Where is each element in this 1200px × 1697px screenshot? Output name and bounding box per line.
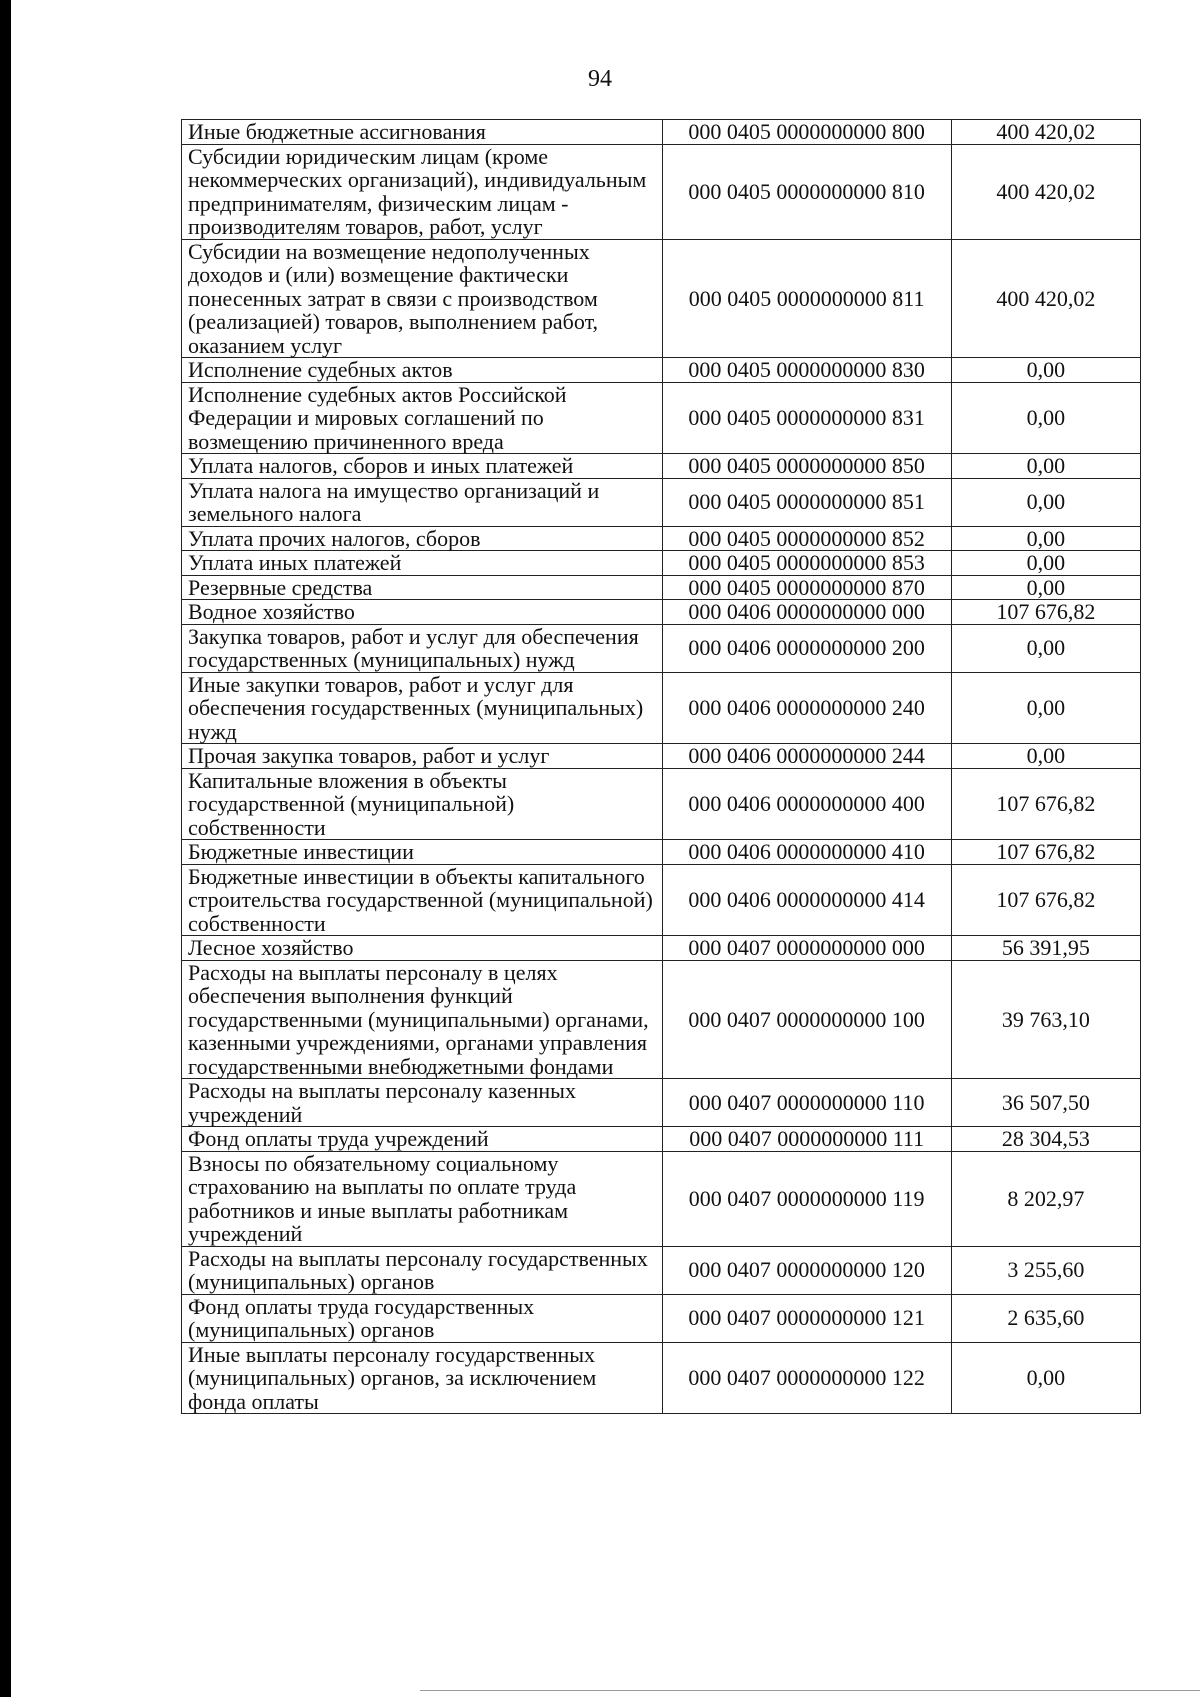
table-row [182, 1127, 1141, 1152]
table-row [182, 120, 1141, 145]
row-amount-cell: 0,00 [951, 624, 1140, 672]
row-name-cell: Бюджетные инвестиции [182, 840, 663, 865]
row-name-cell: Иные бюджетные ассигнования [182, 120, 663, 145]
row-name-cell: Расходы на выплаты персоналу государственных (муниципальных) органов [182, 1246, 663, 1294]
row-name-cell: Закупка товаров, работ и услуг для обеспечения государственных (муниципальных) нужд [182, 624, 663, 672]
row-amount-cell: 28 304,53 [951, 1127, 1140, 1152]
row-code-cell: 000 0407 0000000000 122 [662, 1342, 951, 1414]
row-name-cell: Субсидии на возмещение недополученных доходов и (или) возмещение фактически понесенных затрат в связи с производством (реализацией) товаров, выполнением работ, оказанием услуг [182, 239, 663, 358]
row-code-cell: 000 0406 0000000000 200 [662, 624, 951, 672]
table-row [182, 1246, 1141, 1294]
table-row [182, 744, 1141, 769]
page-number: 94 [588, 66, 612, 92]
row-code-cell: 000 0406 0000000000 244 [662, 744, 951, 769]
table-row [182, 624, 1141, 672]
row-name-cell: Фонд оплаты труда учреждений [182, 1127, 663, 1152]
table-row [182, 672, 1141, 744]
row-code-cell: 000 0406 0000000000 000 [662, 600, 951, 625]
row-code-cell: 000 0407 0000000000 119 [662, 1151, 951, 1246]
row-amount-cell: 0,00 [951, 551, 1140, 576]
row-amount-cell: 39 763,10 [951, 960, 1140, 1079]
table-row [182, 960, 1141, 1079]
row-code-cell: 000 0406 0000000000 400 [662, 768, 951, 840]
row-name-cell: Лесное хозяйство [182, 936, 663, 961]
budget-table-body [182, 120, 1141, 1414]
row-amount-cell: 400 420,02 [951, 239, 1140, 358]
row-code-cell: 000 0406 0000000000 410 [662, 840, 951, 865]
row-amount-cell: 0,00 [951, 526, 1140, 551]
row-amount-cell: 400 420,02 [951, 144, 1140, 239]
row-amount-cell: 107 676,82 [951, 600, 1140, 625]
row-name-cell: Водное хозяйство [182, 600, 663, 625]
table-row [182, 600, 1141, 625]
row-code-cell: 000 0405 0000000000 870 [662, 575, 951, 600]
row-name-cell: Исполнение судебных актов [182, 358, 663, 383]
table-row [182, 454, 1141, 479]
table-row [182, 239, 1141, 358]
row-code-cell: 000 0407 0000000000 000 [662, 936, 951, 961]
row-code-cell: 000 0407 0000000000 121 [662, 1294, 951, 1342]
row-amount-cell: 0,00 [951, 672, 1140, 744]
row-code-cell: 000 0405 0000000000 853 [662, 551, 951, 576]
row-name-cell: Уплата налога на имущество организаций и земельного налога [182, 478, 663, 526]
row-name-cell: Бюджетные инвестиции в объекты капитального строительства государственной (муниципальной) собственности [182, 864, 663, 936]
row-amount-cell: 400 420,02 [951, 120, 1140, 145]
row-code-cell: 000 0405 0000000000 852 [662, 526, 951, 551]
row-code-cell: 000 0405 0000000000 810 [662, 144, 951, 239]
row-name-cell: Субсидии юридическим лицам (кроме некоммерческих организаций), индивидуальным предпринимателям, физическим лицам - производителям товаров, работ, услуг [182, 144, 663, 239]
table-row [182, 864, 1141, 936]
row-code-cell: 000 0405 0000000000 831 [662, 382, 951, 454]
table-row [182, 936, 1141, 961]
row-amount-cell: 56 391,95 [951, 936, 1140, 961]
row-code-cell: 000 0405 0000000000 800 [662, 120, 951, 145]
table-row [182, 768, 1141, 840]
budget-table [181, 119, 1141, 1414]
row-code-cell: 000 0405 0000000000 811 [662, 239, 951, 358]
row-code-cell: 000 0406 0000000000 414 [662, 864, 951, 936]
table-row [182, 1294, 1141, 1342]
row-name-cell: Иные выплаты персоналу государственных (муниципальных) органов, за исключением фонда оплаты [182, 1342, 663, 1414]
row-amount-cell: 0,00 [951, 454, 1140, 479]
row-name-cell: Расходы на выплаты персоналу в целях обеспечения выполнения функций государственными (муниципальными) органами, казенными учреждениями, органами управления государственными внебюджетными фондами [182, 960, 663, 1079]
row-amount-cell: 3 255,60 [951, 1246, 1140, 1294]
row-code-cell: 000 0407 0000000000 100 [662, 960, 951, 1079]
row-name-cell: Капитальные вложения в объекты государственной (муниципальной) собственности [182, 768, 663, 840]
row-amount-cell: 0,00 [951, 358, 1140, 383]
row-amount-cell: 107 676,82 [951, 768, 1140, 840]
row-name-cell: Расходы на выплаты персоналу казенных учреждений [182, 1079, 663, 1127]
row-amount-cell: 0,00 [951, 575, 1140, 600]
row-code-cell: 000 0407 0000000000 111 [662, 1127, 951, 1152]
row-amount-cell: 36 507,50 [951, 1079, 1140, 1127]
table-row [182, 478, 1141, 526]
row-code-cell: 000 0407 0000000000 120 [662, 1246, 951, 1294]
table-row [182, 358, 1141, 383]
table-row [182, 575, 1141, 600]
table-row [182, 551, 1141, 576]
row-amount-cell: 107 676,82 [951, 864, 1140, 936]
row-code-cell: 000 0405 0000000000 830 [662, 358, 951, 383]
row-code-cell: 000 0407 0000000000 110 [662, 1079, 951, 1127]
row-amount-cell: 8 202,97 [951, 1151, 1140, 1246]
row-amount-cell: 0,00 [951, 1342, 1140, 1414]
row-code-cell: 000 0405 0000000000 851 [662, 478, 951, 526]
row-code-cell: 000 0406 0000000000 240 [662, 672, 951, 744]
table-row [182, 382, 1141, 454]
row-name-cell: Прочая закупка товаров, работ и услуг [182, 744, 663, 769]
row-name-cell: Уплата прочих налогов, сборов [182, 526, 663, 551]
row-amount-cell: 0,00 [951, 382, 1140, 454]
row-name-cell: Уплата налогов, сборов и иных платежей [182, 454, 663, 479]
scan-edge [0, 0, 11, 1697]
table-row [182, 526, 1141, 551]
row-name-cell: Уплата иных платежей [182, 551, 663, 576]
table-row [182, 840, 1141, 865]
table-row [182, 1079, 1141, 1127]
row-name-cell: Фонд оплаты труда государственных (муниципальных) органов [182, 1294, 663, 1342]
row-amount-cell: 0,00 [951, 478, 1140, 526]
row-amount-cell: 0,00 [951, 744, 1140, 769]
bottom-rule [420, 1690, 1200, 1691]
row-name-cell: Резервные средства [182, 575, 663, 600]
row-code-cell: 000 0405 0000000000 850 [662, 454, 951, 479]
row-amount-cell: 107 676,82 [951, 840, 1140, 865]
row-name-cell: Иные закупки товаров, работ и услуг для обеспечения государственных (муниципальных) нужд [182, 672, 663, 744]
row-name-cell: Взносы по обязательному социальному страхованию на выплаты по оплате труда работников и иные выплаты работникам учреждений [182, 1151, 663, 1246]
table-row [182, 1151, 1141, 1246]
table-row [182, 1342, 1141, 1414]
row-name-cell: Исполнение судебных актов Российской Федерации и мировых соглашений по возмещению причиненного вреда [182, 382, 663, 454]
table-row [182, 144, 1141, 239]
row-amount-cell: 2 635,60 [951, 1294, 1140, 1342]
